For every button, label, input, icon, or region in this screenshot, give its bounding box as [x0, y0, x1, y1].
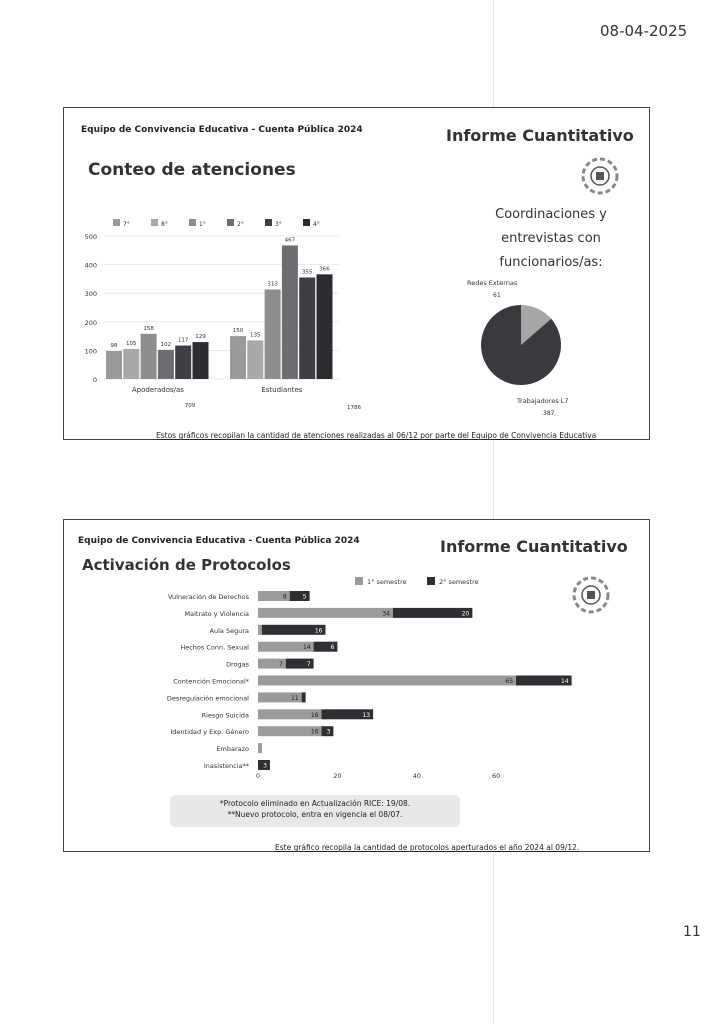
bar-value-label: 16 — [310, 711, 319, 719]
bar-value-label: 20 — [461, 610, 470, 618]
slide-title: Activación de Protocolos — [82, 556, 291, 574]
total-label: 709 — [184, 403, 196, 409]
category-label: Drogas — [225, 660, 249, 669]
y-tick-label: 500 — [84, 233, 97, 241]
total-label: 1786 — [347, 405, 361, 411]
x-tick-label: 0 — [255, 772, 261, 780]
bar-segment — [290, 591, 310, 601]
bar — [193, 342, 209, 379]
x-category-label: Estudiantes — [261, 386, 303, 394]
bar — [175, 346, 191, 379]
bar-value-label: 117 — [177, 337, 189, 344]
bar-value-label: 150 — [232, 328, 244, 335]
coord-title-line: Coordinaciones y — [495, 207, 607, 222]
legend-label: 1° semestre — [367, 578, 407, 586]
bar-value-label: 8 — [282, 593, 287, 601]
protocol-bar-chart — [64, 560, 649, 800]
legend-swatch — [227, 219, 234, 226]
legend-swatch — [189, 219, 196, 226]
bar-segment — [258, 625, 262, 635]
bar-value-label: 16 — [310, 728, 319, 736]
legend-swatch — [427, 577, 435, 585]
bar-segment — [258, 743, 262, 753]
bar — [282, 245, 298, 379]
slide-header: Equipo de Convivencia Educativa - Cuenta Pública 2024 — [78, 536, 360, 546]
report-label: Informe Cuantitativo — [440, 537, 628, 556]
bar — [247, 340, 263, 379]
bar-segment — [258, 608, 393, 618]
category-label: Contención Emocional* — [173, 677, 249, 686]
bar-value-label: 102 — [160, 341, 172, 348]
slide-title: Conteo de atenciones — [88, 160, 296, 180]
slide-conteo-atenciones — [63, 107, 650, 440]
bar-value-label: 65 — [505, 678, 514, 685]
bar-segment — [258, 676, 516, 686]
bar — [123, 349, 139, 379]
note-line: *Protocolo eliminado en Actualización RICE: 19/08. — [219, 799, 411, 808]
bar-value-label: 313 — [267, 281, 278, 288]
category-label: Desregulación emocional — [166, 694, 249, 703]
legend-swatch — [265, 219, 272, 226]
x-tick-label: 20 — [333, 772, 342, 780]
y-tick-label: 200 — [84, 318, 97, 327]
bar-segment — [302, 692, 306, 702]
legend-swatch — [113, 219, 120, 226]
protocol-note — [170, 795, 460, 827]
category-label: Riesgo Suicida — [201, 711, 249, 720]
school-logo-icon — [575, 153, 625, 199]
legend-label: 3° — [275, 221, 282, 228]
bar-value-label: 3 — [263, 762, 267, 770]
slide-footer: Estos gráficos recopilan la cantidad de atenciones realizadas al 06/12 por parte del Equipo de Convivencia Educativa — [156, 431, 597, 440]
bar-value-label: 7 — [306, 661, 311, 669]
legend-label: 2° — [237, 221, 244, 228]
legend-swatch — [355, 577, 363, 585]
bar-value-label: 129 — [195, 334, 206, 341]
bar-value-label: 14 — [560, 678, 569, 685]
category-label: Aula Segura — [209, 626, 249, 635]
bar — [317, 274, 333, 379]
bar-value-label: 105 — [126, 340, 137, 347]
bar-value-label: 6 — [330, 644, 335, 652]
legend-label: 7° — [123, 221, 130, 228]
category-label: Vulneración de Derechos — [167, 593, 249, 601]
attention-bar-chart — [64, 108, 444, 418]
bar-value-label: 13 — [362, 711, 371, 719]
pie-label: Redes Externas — [467, 279, 518, 287]
x-category-label: Apoderados/as — [131, 386, 184, 394]
category-label: Embarazo — [216, 745, 249, 754]
bar — [158, 350, 174, 379]
bar-value-label: 366 — [319, 266, 330, 273]
category-label: Inasistencia** — [203, 762, 249, 770]
category-label: Hechos Conn. Sexual — [180, 643, 249, 652]
report-label: Informe Cuantitativo — [446, 126, 634, 145]
bar-value-label: 11 — [291, 694, 299, 702]
slide-footer: Este gráfico recopila la cantidad de protocolos aperturados el año 2024 al 09/12. — [275, 843, 580, 852]
slide-activacion-protocolos — [63, 519, 650, 852]
pie-value-label: 387 — [543, 410, 555, 417]
legend-label: 4° — [313, 221, 320, 228]
category-label: Maltrato y Violencia — [184, 609, 249, 618]
x-tick-label: 40 — [412, 772, 421, 780]
bar — [106, 351, 122, 379]
pie-label: Trabajadores L7 — [517, 397, 569, 405]
coordinaciones-title — [456, 203, 646, 275]
page-number: 11 — [683, 924, 701, 940]
page-date: 08-04-2025 — [600, 22, 688, 40]
y-tick-label: 100 — [84, 347, 97, 356]
legend-label: 2° semestre — [439, 578, 479, 586]
bar-value-label: 135 — [250, 332, 261, 339]
y-tick-label: 300 — [84, 290, 97, 299]
coord-title-line: funcionarios/as: — [499, 255, 603, 270]
bar-value-label: 16 — [314, 627, 323, 635]
pie-value-label: 61 — [493, 292, 501, 299]
legend-swatch — [303, 219, 310, 226]
x-tick-label: 60 — [492, 772, 501, 780]
legend-label: 1° — [199, 221, 206, 228]
legend-swatch — [151, 219, 158, 226]
bar-value-label: 5 — [302, 593, 307, 601]
bar — [265, 289, 281, 379]
coordination-pie-chart — [444, 268, 649, 428]
bar — [141, 334, 157, 379]
bar-value-label: 3 — [326, 728, 331, 736]
bar-value-label: 34 — [382, 610, 390, 618]
bar-value-label: 14 — [302, 644, 311, 652]
y-tick-label: 0 — [92, 376, 97, 384]
note-line: **Nuevo protocolo, entra en vigencia el 08/07. — [227, 810, 403, 819]
bar — [230, 336, 246, 379]
y-tick-label: 400 — [84, 261, 97, 270]
bar-value-label: 467 — [284, 237, 296, 244]
bar-value-label: 355 — [301, 269, 313, 276]
slide-header: Equipo de Convivencia Educativa - Cuenta Pública 2024 — [81, 125, 363, 135]
bar-value-label: 98 — [110, 342, 118, 349]
category-label: Identidad y Exp. Género — [170, 728, 249, 737]
legend-label: 8° — [161, 221, 168, 228]
bar — [299, 277, 315, 379]
bar-segment — [393, 608, 472, 618]
bar-value-label: 7 — [278, 661, 283, 669]
coord-title-line: entrevistas con — [501, 231, 601, 246]
bar-value-label: 158 — [143, 325, 154, 332]
